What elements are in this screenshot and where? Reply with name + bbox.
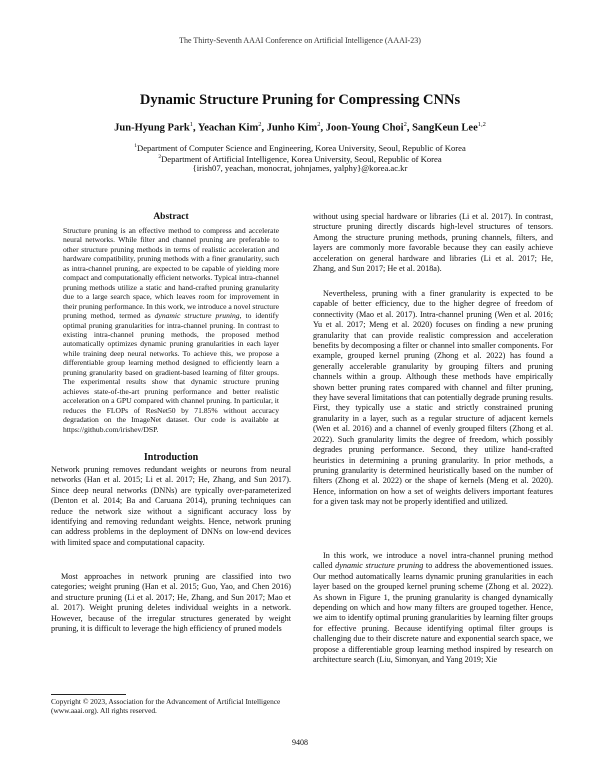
author-affiliation-mark: 2 — [258, 121, 262, 128]
author-name: SangKeun Lee — [412, 122, 478, 134]
intro-paragraph-3: without using special hardware or libraries (Li et al. 2017). In contrast, structure pruning directly discards high-level structures of tensors. Among the structure pruning methods, pruning channels, filters, and layers are commonly more favorable because they can easily achieve acceleration on general hardware and libraries (Li et al. 2017; He, Zhang, and Sun 2017; He et al. 2018a). — [313, 212, 553, 274]
intro-paragraph-1: Network pruning removes redundant weights or neurons from neural networks (Han et al. 2015; Li et al. 2017; He, Zhang, and Sun 2017). Since deep neural networks (DNNs) are typically over-parameterized (Denton et al. 2014; Ba and Caruana 2014), pruning techniques can reduce the network size without a significant accuracy loss by identifying and removing redundant weights. Hence, network pruning can address problems in the deployment of DNNs on low-end devices with limited space and computational capacity. — [51, 465, 291, 547]
affiliation-text: Department of Computer Science and Engineering, Korea University, Seoul, Republic of Korea — [136, 142, 466, 153]
method-name-emphasis: dynamic structure pruning — [335, 561, 424, 571]
abstract-body: Structure pruning is an effective method to compress and accelerate neural networks. While filter and channel pruning are preferable to other structure pruning methods in terms of realistic acceleration and hardware compatibility, pruning methods with a finer granularity, such as intra-channel pruning, are expected to be capable of yielding more compact and computationally efficient networks. Typical intra-channel pruning methods utilize a static and hand-crafted pruning granularity due to a large search space, which leaves room for improvement in their pruning performance. In this work, we introduce a novel structure pruning method, termed as dynamic structure pruning, to identify optimal pruning granularities for intra-channel pruning. In contrast to existing intra-channel pruning methods, the proposed method automatically optimizes dynamic pruning granularities in each layer while training deep neural networks. To achieve this, we propose a differentiable group learning method designed to efficiently learn a pruning granularity based on gradient-based learning of filter groups. The experimental results show that dynamic structure pruning achieves state-of-the-art pruning performance and better realistic acceleration on a GPU compared with channel pruning. In particular, it reduces the FLOPs of ResNet50 by 71.85% without accuracy degradation on the ImageNet dataset. Our code is available at https://github.com/irishev/DSP. — [63, 226, 279, 434]
author-affiliation-mark: 1 — [189, 121, 193, 128]
abstract-heading: Abstract — [153, 212, 189, 222]
footnote-divider — [51, 694, 126, 695]
author-affiliation-mark: 2 — [317, 121, 321, 128]
author-list: Jun-Hyung Park$^1$, Yeachan Kim$^2$, Junho Kim$^2$, Joon-Young Choi$^2$, SangKeun Lee$^{1,2}$ — [114, 121, 486, 134]
author-name: Jun-Hyung Park — [114, 122, 190, 134]
author-affiliation-mark: 2 — [403, 121, 407, 128]
paper-title: Dynamic Structure Pruning for Compressing CNNs — [139, 92, 461, 108]
introduction-heading: Introduction — [143, 452, 199, 463]
intro-paragraph-4: Nevertheless, pruning with a finer granularity is expected to be capable of better efficiency, due to the higher degree of freedom of connectivity (Mao et al. 2017). Intra-channel pruning (Wen et al. 2016; Yu et al. 2017; Meng et al. 2020) focuses on finding a new pruning granularity that can provide realistic compression and acceleration benefits by decomposing a filter or channel into smaller components. For example, grouped kernel pruning (Zhong et al. 2022) has found a generally accelerable granularity by grouping filters and pruning channels within a group. Although these methods have empirically shown better pruning rates compared with channel and filter pruning, they have several limitations that can potentially degrade pruning results. First, they typically use a static and strictly constrained pruning granularity in a layer, such as a regular structure of adjacent kernels (Wen et al. 2016) and a channel of evenly grouped filters (Zhong et al. 2022). Such granularity limits the degree of freedom, which possibly degrades pruning performance. Second, they utilize hand-crafted heuristics in determining a pruning granularity. In prior methods, a pruning granularity is determined heuristically based on the number of filters (Zhong et al. 2022) or the shape of kernels (Meng et al. 2020). Hence, information on how a set of weights delivers important features for a given task may not be properly identified and utilized. — [313, 289, 553, 507]
intro-paragraph-5: In this work, we introduce a novel intra-channel pruning method called dynamic structure pruning to address the abovementioned issues. Our method automatically learns dynamic pruning granularities in each layer based on the grouped kernel pruning scheme (Zhong et al. 2022). As shown in Figure 1, the pruning granularity is changed dynamically depending on which and how many filters are grouped together. Hence, we aim to identify optimal pruning granularities by learning filter groups for effective pruning. Because identifying optimal filter groups is challenging due to their discrete nature and exponential search space, we propose a differentiable group learning method inspired by research on architecture search (Liu, Simonyan, and Yang 2019; Xie — [313, 551, 553, 665]
affiliation-text: Department of Artificial Intelligence, Korea University, Seoul, Republic of Korea — [161, 153, 442, 164]
abstract-emphasis: dynamic structure pruning — [154, 311, 240, 321]
affiliation-mark: 2 — [158, 154, 162, 160]
intro-paragraph-2: Most approaches in network pruning are classified into two categories; weight pruning (Han et al. 2015; Guo, Yao, and Chen 2016) and structure pruning (Li et al. 2017; He, Zhang, and Sun 2017; Mao et al. 2017). Weight pruning deletes individual weights in a network. However, because of the irregular structures generated by weight pruning, it is difficult to leverage the high efficiency of pruned models — [51, 572, 291, 634]
conference-header: The Thirty-Seventh AAAI Conference on Artificial Intelligence (AAAI-23) — [179, 36, 421, 45]
affiliation-mark: 1 — [134, 143, 137, 149]
author-emails: {irish07, yeachan, monocrat, johnjames, yalphy}@korea.ac.kr — [192, 163, 408, 173]
copyright-notice: Copyright © 2023, Association for the Advancement of Artificial Intelligence (www.aaai.org). All rights reserved. — [51, 697, 281, 716]
author-name: Junho Kim — [266, 122, 318, 134]
author-affiliation-mark: 1,2 — [477, 121, 486, 128]
author-name: Yeachan Kim — [197, 122, 259, 134]
page-number: 9408 — [292, 738, 308, 747]
author-name: Joon-Young Choi — [325, 122, 404, 134]
